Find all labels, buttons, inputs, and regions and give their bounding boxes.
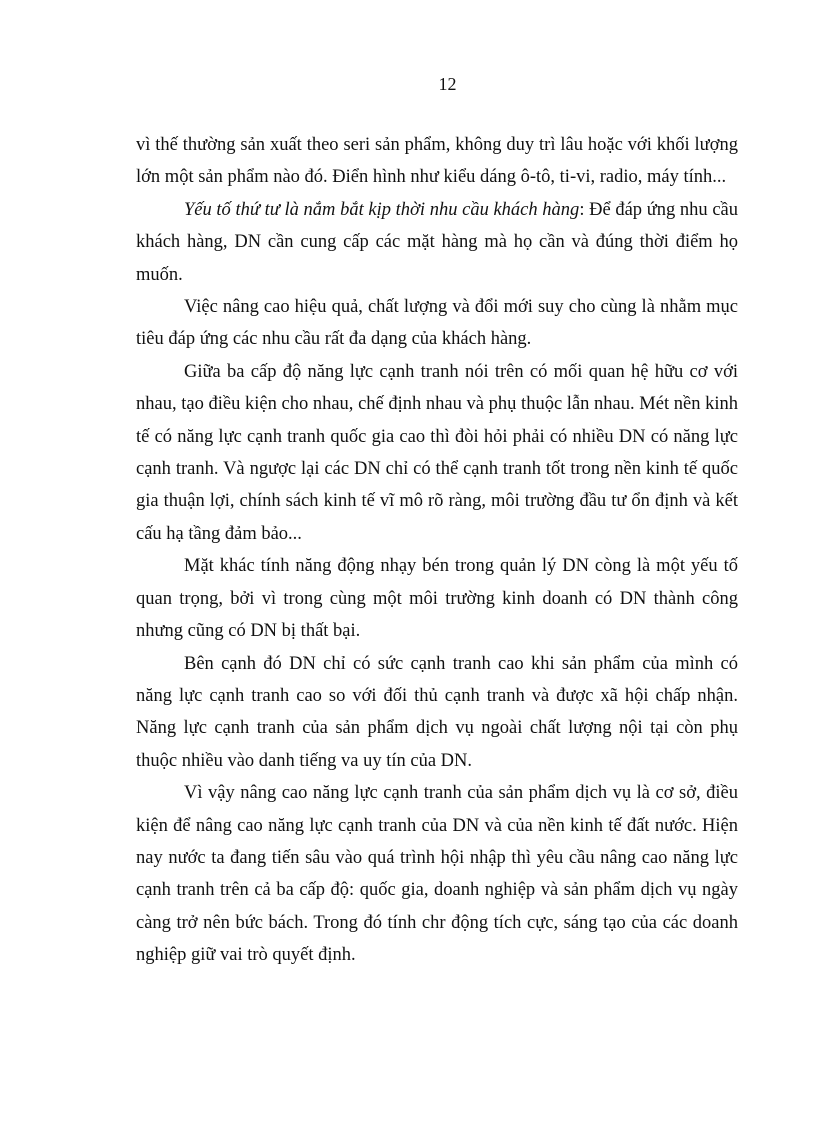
paragraph-5	[136, 550, 738, 647]
paragraph-1-text: vì thế thường sản xuất theo seri sản phẩm, không duy trì lâu hoặc với khối lượng lớn một sản phẩm nào đó. Điển hình như kiểu dáng ô-tô, ti-vi, radio, máy tính...	[136, 135, 738, 188]
paragraph-6	[136, 648, 738, 778]
page-number: 12	[438, 74, 457, 94]
paragraph-2-text: : Để đáp ứng nhu cầu khách hàng, DN cần cung cấp các mặt hàng mà họ cần và đúng thời điểm họ muốn.	[136, 199, 738, 285]
paragraph-4	[136, 356, 738, 550]
paragraph-2	[136, 194, 738, 291]
paragraph-4-text: Giữa ba cấp độ năng lực cạnh tranh nói trên có mối quan hệ hữu cơ với nhau, tạo điều kiện cho nhau, chế định nhau và phụ thuộc lẫn nhau. Mét nền kinh tế có năng lực cạnh tranh quốc gia cao thì đòi hỏi phải có nhiều DN có năng lực cạnh tranh. Và ngược lại các DN chỉ có thể cạnh tranh tốt trong nền kinh tế quốc gia thuận lợi, chính sách kinh tế vĩ mô rõ ràng, môi trường đầu tư ổn định và kết cấu hạ tầng đảm bảo...	[136, 361, 738, 544]
body-text	[136, 129, 738, 972]
paragraph-5-text: Mặt khác tính năng động nhạy bén trong quản lý DN còng là một yếu tố quan trọng, bởi vì trong cùng một môi trường kinh doanh có DN thành công nhưng cũng có DN bị thất bại.	[136, 556, 738, 642]
paragraph-7	[136, 777, 738, 971]
paragraph-6-text: Bên cạnh đó DN chỉ có sức cạnh tranh cao khi sản phẩm của mình có năng lực cạnh tranh cao so với đối thủ cạnh tranh và được xã hội chấp nhận. Năng lực cạnh tranh của sản phẩm dịch vụ ngoài chất lượng nội tại còn phụ thuộc nhiều vào danh tiếng va uy tín của DN.	[136, 653, 738, 771]
paragraph-3	[136, 291, 738, 356]
paragraph-2-italic-lead: Yếu tố thứ tư là nắm bắt kịp thời nhu cầu khách hàng	[184, 199, 580, 220]
paragraph-7-text: Vì vậy nâng cao năng lực cạnh tranh của sản phẩm dịch vụ là cơ sở, điều kiện để nâng cao năng lực cạnh tranh của DN và của nền kinh tế đất nước. Hiện nay nước ta đang tiến sâu vào quá trình hội nhập thì yêu cầu nâng cao năng lực cạnh tranh trên cả ba cấp độ: quốc gia, doanh nghiệp và sản phẩm dịch vụ ngày càng trở nên bức bách. Trong đó tính chr động tích cực, sáng tạo của các doanh nghiệp giữ vai trò quyết định.	[136, 783, 738, 966]
paragraph-3-text: Việc nâng cao hiệu quả, chất lượng và đổi mới suy cho cùng là nhằm mục tiêu đáp ứng các nhu cầu rất đa dạng của khách hàng.	[136, 297, 738, 350]
paragraph-1	[136, 129, 738, 194]
